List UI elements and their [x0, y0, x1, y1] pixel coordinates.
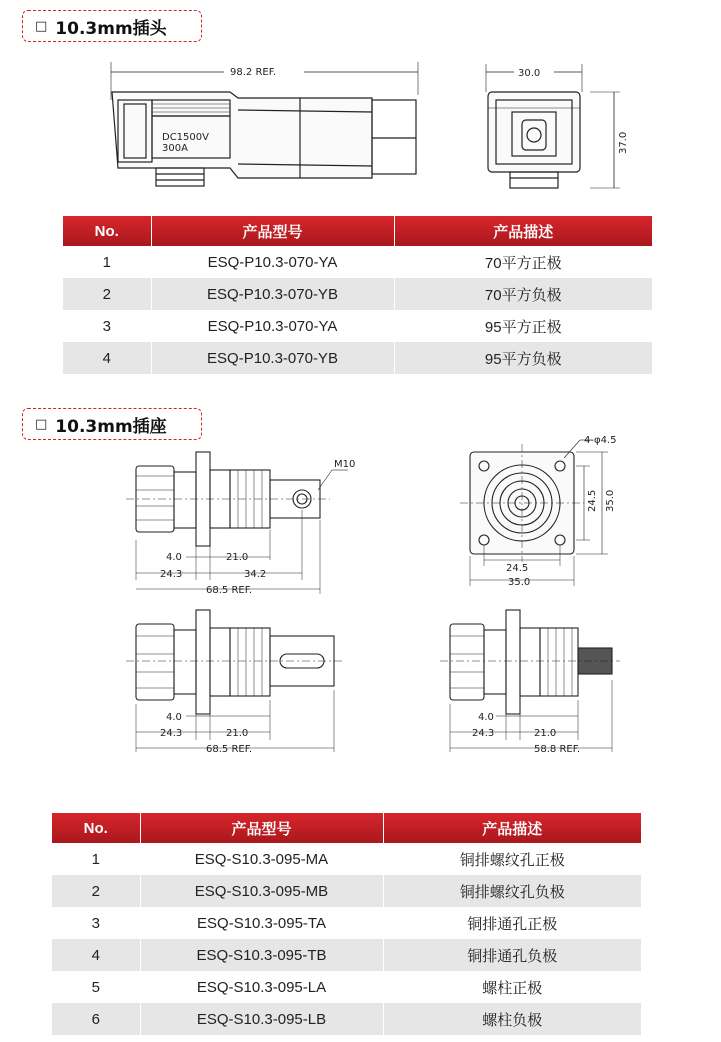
table-row	[52, 1003, 641, 1035]
dim-length: 98.2 REF.	[230, 67, 277, 78]
cell-desc: 70平方负极	[394, 278, 652, 310]
section-title-text: 10.3mm插头	[55, 18, 167, 39]
header-model: 产品型号	[151, 216, 394, 246]
cell-model: ESQ-S10.3-095-TB	[140, 939, 383, 971]
header-model: 产品型号	[140, 813, 383, 843]
header-desc: 产品描述	[383, 813, 641, 843]
checkbox-icon: □	[35, 18, 48, 34]
dim-m10: M10	[334, 459, 356, 470]
cell-desc: 螺柱正极	[383, 971, 641, 1003]
table-row	[52, 907, 641, 939]
cell-desc: 70平方正极	[394, 246, 652, 278]
cell-desc: 铜排通孔负极	[383, 939, 641, 971]
cell-no: 2	[63, 278, 151, 310]
dim-24-3: 24.3	[472, 728, 495, 739]
dim-4: 4.0	[166, 712, 182, 723]
table-row	[52, 843, 641, 875]
dim-68-5: 68.5 REF.	[206, 585, 253, 596]
table-row	[52, 939, 641, 971]
header-no: No.	[63, 216, 151, 246]
cell-no: 3	[63, 310, 151, 342]
header-desc: 产品描述	[394, 216, 652, 246]
dim-24-3: 24.3	[160, 569, 183, 580]
dim-height: 37.0	[618, 131, 629, 154]
dim-4: 4.0	[166, 552, 182, 563]
dim-35-v: 35.0	[605, 489, 616, 512]
dim-68-5: 68.5 REF.	[206, 744, 253, 755]
cell-model: ESQ-S10.3-095-TA	[140, 907, 383, 939]
cell-desc: 铜排螺纹孔负极	[383, 875, 641, 907]
cell-model: ESQ-S10.3-095-MB	[140, 875, 383, 907]
dim-58-8: 58.8 REF.	[534, 744, 581, 755]
dim-4: 4.0	[478, 712, 494, 723]
cell-no: 4	[52, 939, 140, 971]
cell-model: ESQ-S10.3-095-LA	[140, 971, 383, 1003]
cell-no: 6	[52, 1003, 140, 1035]
dim-24-5-v: 24.5	[587, 489, 598, 512]
cell-desc: 铜排螺纹孔正极	[383, 843, 641, 875]
cell-desc: 95平方负极	[394, 342, 652, 374]
dim-21: 21.0	[534, 728, 557, 739]
table-header	[52, 813, 641, 843]
table-row	[52, 875, 641, 907]
table-row	[52, 971, 641, 1003]
dim-holes: 4-φ4.5	[584, 435, 617, 446]
cell-desc: 95平方正极	[394, 310, 652, 342]
header-no: No.	[52, 813, 140, 843]
cell-desc: 螺柱负极	[383, 1003, 641, 1035]
cell-no: 3	[52, 907, 140, 939]
dim-24-3: 24.3	[160, 728, 183, 739]
dim-21: 21.0	[226, 552, 249, 563]
cell-model: ESQ-P10.3-070-YA	[151, 246, 394, 278]
cell-model: ESQ-P10.3-070-YB	[151, 342, 394, 374]
section-title-text: 10.3mm插座	[55, 416, 167, 437]
cell-desc: 铜排通孔正极	[383, 907, 641, 939]
cell-no: 4	[63, 342, 151, 374]
dim-24-5: 24.5	[506, 563, 529, 574]
cell-model: ESQ-S10.3-095-LB	[140, 1003, 383, 1035]
socket-table	[52, 813, 641, 1035]
dim-35: 35.0	[508, 577, 531, 588]
dim-width: 30.0	[518, 68, 541, 79]
dim-21: 21.0	[226, 728, 249, 739]
cell-no: 5	[52, 971, 140, 1003]
checkbox-icon: □	[35, 416, 48, 432]
cell-no: 1	[52, 843, 140, 875]
cell-model: ESQ-P10.3-070-YB	[151, 278, 394, 310]
cell-no: 1	[63, 246, 151, 278]
dim-34-2: 34.2	[244, 569, 267, 580]
marking-line-1: DC1500V	[162, 132, 209, 143]
cell-model: ESQ-S10.3-095-MA	[140, 843, 383, 875]
cell-no: 2	[52, 875, 140, 907]
cell-model: ESQ-P10.3-070-YA	[151, 310, 394, 342]
marking-line-2: 300A	[162, 143, 188, 154]
